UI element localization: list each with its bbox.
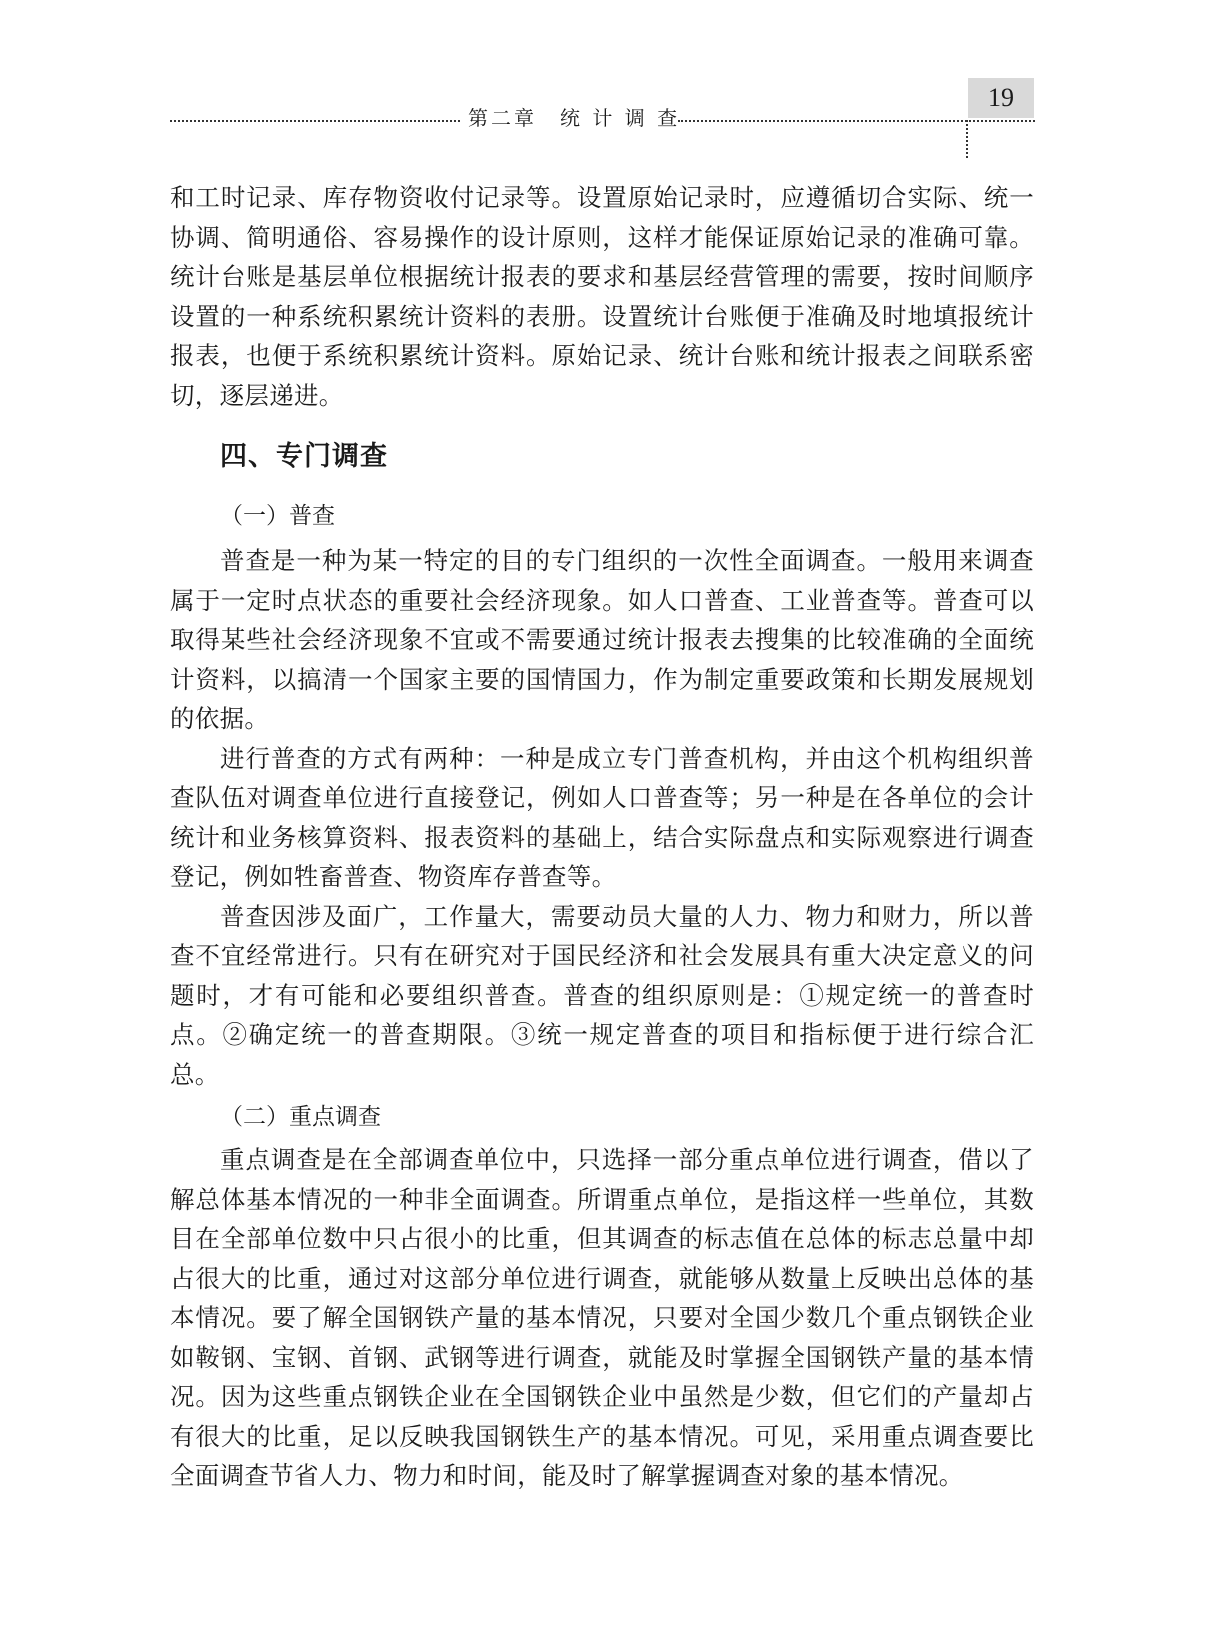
paragraph-key-survey: 重点调查是在全部调查单位中，只选择一部分重点单位进行调查，借以了解总体基本情况的一种非全面调查。所谓重点单位，是指这样一些单位，其数目在全部单位数中只占很小的比重，但其调查的标志值在总体的标志总量中却占很大的比重，通过对这部分单位进行调查，就能够从数量上反映出总体的基本情况。要了解全国钢铁产量的基本情况，只要对全国少数几个重点钢铁企业如鞍钢、宝钢、首钢、武钢等进行调查，就能及时掌握全国钢铁产量的基本情况。因为这些重点钢铁企业在全国钢铁企业中虽然是少数，但它们的产量却占有很大的比重，足以反映我国钢铁生产的基本情况。可见，采用重点调查要比全面调查节省人力、物力和时间，能及时了解掌握调查对象的基本情况。 — [170, 1145, 1034, 1490]
page-number-dotted-rule — [966, 120, 968, 158]
running-header — [170, 70, 1035, 160]
subsection-heading-census: （一）普查 — [220, 503, 335, 529]
header-dotted-rule-right — [678, 120, 1035, 122]
subsection-heading-key-survey: （二）重点调查 — [220, 1104, 381, 1130]
paragraph-census-definition: 普查是一种为某一特定的目的专门组织的一次性全面调查。一般用来调查属于一定时点状态的重要社会经济现象。如人口普查、工业普查等。普查可以取得某些社会经济现象不宜或不需要通过统计报表去搜集的比较准确的全面统计资料，以搞清一个国家主要的国情国力，作为制定重要政策和长期发展规划的依据。 — [170, 546, 1034, 733]
chapter-title: 第二章 统 计 调 查 — [468, 106, 681, 130]
page-number: 19 — [968, 78, 1034, 118]
paragraph-census-principles: 普查因涉及面广，工作量大，需要动员大量的人力、物力和财力，所以普查不宜经常进行。只有在研究对于国民经济和社会发展具有重大决定意义的问题时，才有可能和必要组织普查。普查的组织原则是：①规定统一的普查时点。②确定统一的普查期限。③统一规定普查的项目和指标便于进行综合汇总。 — [170, 901, 1034, 1089]
paragraph-continuation: 和工时记录、库存物资收付记录等。设置原始记录时，应遵循切合实际、统一协调、简明通俗、容易操作的设计原则，这样才能保证原始记录的准确可靠。统计台账是基层单位根据统计报表的要求和基层经营管理的需要，按时间顺序设置的一种系统积累统计资料的表册。设置统计台账便于准确及时地填报统计报表，也便于系统积累统计资料。原始记录、统计台账和统计报表之间联系密切，逐层递进。 — [170, 183, 1034, 410]
paragraph-census-methods: 进行普查的方式有两种：一种是成立专门普查机构，并由这个机构组织普查队伍对调查单位进行直接登记，例如人口普查等；另一种是在各单位的会计统计和业务核算资料、报表资料的基础上，结合实际盘点和实际观察进行调查登记，例如牲畜普查、物资库存普查等。 — [170, 743, 1034, 891]
page-body — [170, 178, 1034, 1496]
header-dotted-rule-left — [170, 120, 460, 122]
section-heading: 四、专门调查 — [220, 441, 388, 472]
